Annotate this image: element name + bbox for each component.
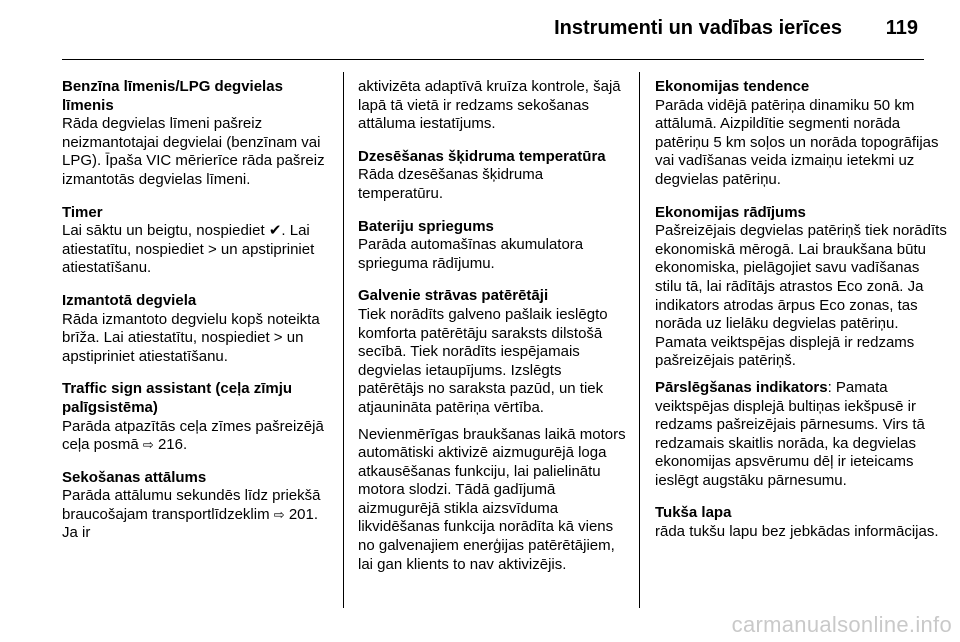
section-heading: Bateriju spriegums xyxy=(358,217,494,235)
section-body: Tiek norādīts galveno pašlaik ieslēgto komforta patērētāju saraksts dilstošā secībā. Tiek norādīts iespējamais degvielas ietaupījums. Izslēgts patērētājs no saraksta pazūd, un tiek atjaunināta patēriņa vērtība. xyxy=(358,305,608,416)
section-body: Rāda dzesēšanas šķidruma temperatūru. xyxy=(358,166,544,202)
text-run: . Lai atiestatītu, nospiediet xyxy=(62,222,310,258)
column-divider-1 xyxy=(343,72,344,608)
section-coolant-temperature xyxy=(358,148,628,204)
page-header xyxy=(0,0,960,60)
page-number: 119 xyxy=(885,17,918,39)
section-body: Parāda vidējā patēriņa dinamiku 50 km attālumā. Aizpildītie segmenti norāda patēriņu 5 km soļos un norāda topogrāfijas vai vadīšanas veida izmaiņu ietekmi uz degvielas patēriņu. xyxy=(655,96,939,188)
page-reference-icon: ⇨ xyxy=(273,506,285,522)
header-divider xyxy=(62,59,924,60)
section-body: Rāda degvielas līmeni pašreiz neizmantotajai degvielai (benzīnam vai LPG). Īpaša VIC mērierīce rāda pašreiz izmantotās degvielas līmeni. xyxy=(62,115,325,188)
section-heading: Tukša lapa xyxy=(655,504,732,522)
section-body xyxy=(62,311,334,367)
section-heading: Ekonomijas rādījums xyxy=(655,203,806,221)
section-heading: Sekošanas attālums xyxy=(62,468,207,486)
section-body xyxy=(655,379,947,491)
section-traffic-sign-assistant xyxy=(62,380,334,454)
column-2 xyxy=(358,78,628,588)
text-run: : Pamata veiktspējas displejā bultiņas iekšpusē ir redzams pašreizējais pārnesums. Virs tā redzamais skaitlis norāda, ka degvielas ekonomijas apsvērumu dēļ ir ieteicams ieslēgt augstāku pārnesumu. xyxy=(655,378,925,489)
page-reference: 201. Ja ir xyxy=(62,505,319,542)
text-run: Rāda izmantoto degvielu kopš noteikta brīža. Lai atiestatītu, nospiediet xyxy=(62,310,320,347)
page-reference-icon: ⇨ xyxy=(142,437,154,453)
page-title: Instrumenti un vadības ierīces xyxy=(554,17,842,39)
section-heading: Dzesēšanas šķidruma temperatūra xyxy=(358,147,606,165)
section-body xyxy=(62,222,334,278)
section-blank-page xyxy=(655,504,947,541)
section-body: Nevienmērīgas braukšanas laikā motors automātiski aktivizē aizmugurējā loga atkausēšanas funkciju, lai palielinātu motora slodzi. Tādā gadījumā aizmugurējā stikla aizsvīduma likvidēšanas funkcija norādīta kā viens no galvenajiem enerģijas patērētājiem, lai gan klients to nav aktivizējis. xyxy=(358,425,626,573)
text-run: Parāda atpazītās ceļa zīmes pašreizējā ceļa posmā xyxy=(62,417,324,454)
section-eco-index xyxy=(655,204,947,491)
inline-term: Pārslēgšanas indikators xyxy=(655,378,828,396)
section-following-distance xyxy=(62,469,334,543)
watermark: carmanualsonline.info xyxy=(731,612,952,637)
arrow-right-icon: > xyxy=(273,329,283,347)
section-body: rāda tukšu lapu bez jebkādas informācijas. xyxy=(655,523,939,541)
section-eco-trend xyxy=(655,78,947,190)
section-body: Parāda automašīnas akumulatora sprieguma rādījumu. xyxy=(358,236,584,272)
section-heading: Ekonomijas tendence xyxy=(655,78,810,95)
text-run: Lai sāktu un beigtu, nospiediet xyxy=(62,222,269,240)
column-3 xyxy=(655,78,947,556)
arrow-right-icon: > xyxy=(207,240,217,258)
section-fuel-level xyxy=(62,78,334,190)
text-run: Parāda attālumu sekundēs līdz priekšā braucošajam transportlīdzeklim xyxy=(62,487,321,523)
column-1 xyxy=(62,78,334,557)
text-run: un apstipriniet atiestatīšanu. xyxy=(62,240,315,277)
column-divider-2 xyxy=(639,72,640,608)
section-continued xyxy=(358,78,628,134)
check-icon: ✔ xyxy=(268,222,282,240)
section-heading: Benzīna līmenis/LPG degvielas līmenis xyxy=(62,78,283,114)
section-body xyxy=(62,418,334,455)
section-body: Pašreizējais degvielas patēriņš tiek norādīts ekonomiskā mērogā. Lai braukšana būtu ekonomiska, pielāgojiet savu vadīšanas stilu tā, lai rādītājs atrastos Eco zonā. Ja indikators atrodas ārpus Eco zonas, tas norāda uz lielāku degvielas patēriņu. Pamata veiktspējas displejā ir redzams pašreizējais patēriņš. xyxy=(655,222,947,370)
section-heading: Traffic sign assistant (ceļa zīmju palīgsistēma) xyxy=(62,380,293,416)
section-heading: Galvenie strāvas patērētāji xyxy=(358,287,549,305)
section-body xyxy=(62,487,334,543)
section-heading: Izmantotā degviela xyxy=(62,291,197,309)
text-run: un apstipriniet atiestatīšanu. xyxy=(62,329,304,365)
section-heading: Timer xyxy=(62,203,103,221)
section-battery-voltage xyxy=(358,218,628,274)
section-timer xyxy=(62,204,334,278)
section-body: aktivizēta adaptīvā kruīza kontrole, šajā lapā tā vietā ir redzams sekošanas attāluma iestatījums. xyxy=(358,78,621,133)
section-used-fuel xyxy=(62,292,334,366)
page-reference: 216. xyxy=(153,436,188,454)
section-main-consumers xyxy=(358,287,628,574)
